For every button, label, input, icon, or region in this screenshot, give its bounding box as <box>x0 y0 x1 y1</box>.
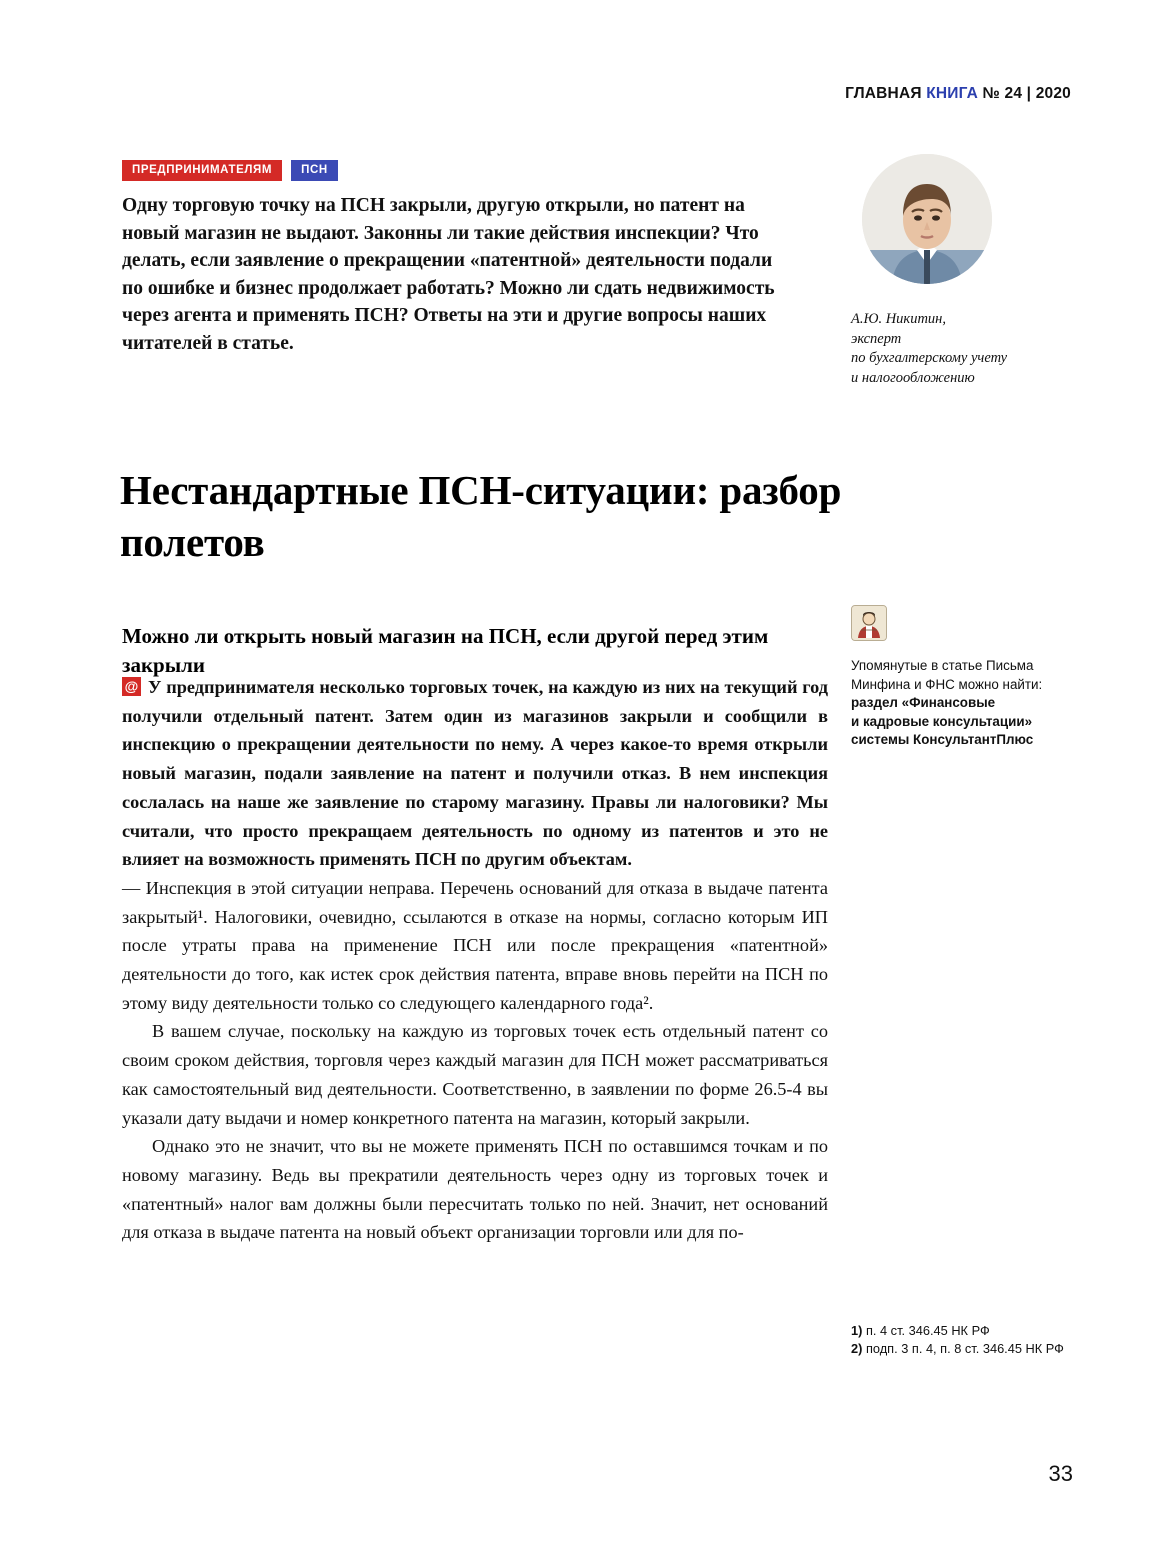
author-name: А.Ю. Никитин, <box>851 311 946 327</box>
rail-note-bold1: раздел «Финансовые <box>851 695 996 710</box>
section-heading: Можно ли открыть новый магазин на ПСН, если другой перед этим закрыли <box>122 624 769 678</box>
author-field-line1: по бухгалтерскому учету <box>851 350 1008 366</box>
page-title: Нестандартные ПСН-ситуации: разбор полетов <box>120 467 842 566</box>
masthead <box>845 85 1071 103</box>
page-number: 33 <box>1048 1461 1073 1486</box>
answer-paragraph-1: — Инспекция в этой ситуации неправа. Перечень оснований для отказа в выдаче патента закрытый¹. Налоговики, очевидно, ссылаются в отказе на нормы, согласно которым ИП после утраты права на применение ПСН или после прекращения «патентной» деятельности до того, как истек срок действия патента, вправе вновь перейти на ПСН по этому виду деятельности только со следующего календарного года². <box>122 877 828 1013</box>
footnote-number: 2) <box>851 1340 863 1356</box>
footnote-item <box>851 1340 1083 1358</box>
author-role: эксперт <box>851 330 902 347</box>
footnote-item <box>851 1322 1083 1340</box>
rail-note-bold2: и кадровые консультации» <box>851 713 1033 729</box>
rail-note-bold3: системы КонсультантПлюс <box>851 732 1034 747</box>
reader-question-text: У предпринимателя несколько торговых точек, на каждую из них на текущий год получили отдельный патент. Затем один из магазинов закрыли и сообщили в инспекцию о прекращении деятельности по нему. А через какое-то время открыли новый магазин, подали заявление на патент и получили отказ. В нем инспекция сослалась на наше же заявление по старому магазину. Правы ли налоговики? Мы считали, что просто прекращаем деятельность по одному из патентов и это не влияет на возможность применять ПСН по другим объектам. <box>122 677 828 870</box>
tag-group <box>122 160 338 181</box>
author-photo <box>862 154 992 284</box>
at-icon: @ <box>122 677 141 696</box>
masthead-issue: № 24 | 2020 <box>982 85 1071 102</box>
tag-psn: ПСН <box>291 160 338 181</box>
answer-paragraph-2: В вашем случае, поскольку на каждую из торговых точек есть отдельный патент со своим сроком действия, торговля через каждый магазин для ПСН может рассматриваться как самостоятельный вид деятельности. Соответственно, в заявлении по форме 26.5-4 вы указали дату выдачи и номер конкретного патента на магазин, который закрыли. <box>122 1021 828 1128</box>
author-caption <box>851 310 1081 388</box>
consultant-plus-icon <box>851 605 887 641</box>
rail-note-line1: Упомянутые в статье Письма <box>851 658 1034 673</box>
lead-paragraph: Одну торговую точку на ПСН закрыли, другую открыли, но патент на новый магазин не выдают. Законны ли такие действия инспекции? Что делать, если заявление о прекращении «патентной» деятельности подали по ошибке и бизнес продолжает работать? Можно ли сдать недвижимость через агента и применять ПСН? Ответы на эти и другие вопросы наших читателей в статье. <box>122 195 775 354</box>
footnote-text: п. 4 ст. 346.45 НК РФ <box>865 1323 990 1338</box>
reader-question <box>122 673 828 874</box>
footnote-text: подп. 3 п. 4, п. 8 ст. 346.45 НК РФ <box>865 1340 1064 1356</box>
tag-entrepreneurs: ПРЕДПРИНИМАТЕЛЯМ <box>122 160 282 181</box>
masthead-brand-main: ГЛАВНАЯ <box>845 85 922 102</box>
rail-note <box>851 657 1083 750</box>
masthead-brand-accent: КНИГА <box>926 85 979 102</box>
article-body <box>122 673 828 1247</box>
rail-note-line2: Минфина и ФНС можно найти: <box>851 676 1043 692</box>
footnotes <box>851 1322 1083 1357</box>
answer-paragraph-3: Однако это не значит, что вы не можете применять ПСН по оставшимся точкам и по новому магазину. Ведь вы прекратили деятельность через одну из торговых точек и «патентный» налог вам должны были пересчитать только по ней. Значит, нет оснований для отказа в выдаче патента на новый объект организации торговли или для по- <box>122 1136 828 1243</box>
author-field-line2: и налогообложению <box>851 369 975 386</box>
footnote-number: 1) <box>851 1323 863 1338</box>
